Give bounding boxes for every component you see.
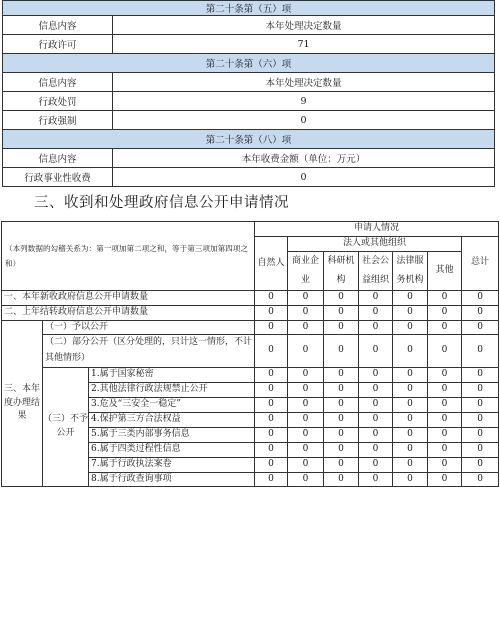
cell-value: 0 (428, 442, 462, 457)
cell-value: 0 (324, 442, 359, 457)
cell-value: 0 (255, 442, 288, 457)
cell-value: 0 (428, 320, 462, 335)
row-label: 8.属于行政查询事项 (89, 472, 255, 487)
column-label: 信息内容 (3, 149, 113, 168)
cell-value: 0 (359, 335, 393, 368)
cell-value: 0 (359, 305, 393, 320)
cell-value: 0 (359, 412, 393, 427)
section-header: 第二十条第（六）项 (3, 54, 495, 73)
col-other: 其他 (428, 251, 462, 290)
cell-value: 0 (393, 290, 428, 305)
cell-value: 0 (288, 472, 324, 487)
cell-value: 0 (462, 335, 499, 368)
section-title: 三、收到和处理政府信息公开申请情况 (34, 195, 289, 211)
cell-value: 0 (462, 290, 499, 305)
table-row (3, 35, 495, 54)
condition-note: （本列数据的勾稽关系为：第一项加第二项之和，等于第三项加第四项之和） (2, 222, 255, 291)
cell-value: 0 (255, 290, 288, 305)
section-header-row (3, 130, 495, 149)
cell-value: 0 (288, 457, 324, 472)
cell-value: 0 (428, 335, 462, 368)
cell-value: 0 (288, 427, 324, 442)
cell-value: 0 (359, 397, 393, 412)
table-row (3, 111, 495, 130)
column-value: 本年收费金额（单位：万元） (113, 149, 495, 168)
cell-value: 0 (359, 382, 393, 397)
cell-value: 0 (255, 382, 288, 397)
cell-value: 0 (428, 367, 462, 382)
col-total: 总计 (462, 236, 499, 290)
cell-value: 0 (288, 382, 324, 397)
cell-value: 0 (288, 442, 324, 457)
cell-value: 0 (462, 442, 499, 457)
cell-value: 0 (255, 412, 288, 427)
section-header-row (3, 54, 495, 73)
cell-value: 0 (393, 367, 428, 382)
cell-value: 0 (393, 457, 428, 472)
cell-value: 0 (255, 305, 288, 320)
cell-value: 0 (393, 442, 428, 457)
cell-value: 0 (255, 397, 288, 412)
row-label: 行政许可 (3, 35, 113, 54)
col-social: 社会公益组织 (359, 251, 393, 290)
row-value: 71 (113, 35, 495, 54)
cell-value: 0 (462, 382, 499, 397)
column-label: 信息内容 (3, 73, 113, 92)
cell-value: 0 (462, 367, 499, 382)
cell-value: 0 (462, 305, 499, 320)
result-group-label: 三、本年度办理结果 (2, 320, 43, 487)
cell-value: 0 (393, 305, 428, 320)
header-row-1 (2, 222, 499, 237)
row-label: 2.其他法律行政法规禁止公开 (89, 382, 255, 397)
cell-value: 0 (255, 367, 288, 382)
cell-value: 0 (462, 412, 499, 427)
col-legal-service: 法律服务机构 (393, 251, 428, 290)
cell-value: 0 (462, 472, 499, 487)
cell-value: 0 (428, 412, 462, 427)
row-label: （一）予以公开 (43, 320, 255, 335)
column-label: 信息内容 (3, 16, 113, 35)
row-label: 一、本年新收政府信息公开申请数量 (2, 290, 255, 305)
cell-value: 0 (359, 472, 393, 487)
cell-value: 0 (288, 412, 324, 427)
row-value: 0 (113, 168, 495, 187)
cell-value: 0 (428, 427, 462, 442)
cell-value: 0 (428, 397, 462, 412)
table-row (3, 168, 495, 187)
row-label: 7.属于行政执法案卷 (89, 457, 255, 472)
cell-value: 0 (288, 397, 324, 412)
row-label: （二）部分公开（区分处理的，只计这一情形，不计其他情形） (43, 335, 255, 368)
cell-value: 0 (359, 427, 393, 442)
section-header: 第二十条第（八）项 (3, 130, 495, 149)
cell-value: 0 (324, 472, 359, 487)
column-header-row (3, 149, 495, 168)
column-header-row (3, 73, 495, 92)
legal-group-header: 法人或其他组织 (288, 236, 462, 251)
row-value: 9 (113, 92, 495, 111)
cell-value: 0 (393, 320, 428, 335)
col-commercial: 商业企业 (288, 251, 324, 290)
row-label: 5.属于三类内部事务信息 (89, 427, 255, 442)
row-label: 1.属于国家秘密 (89, 367, 255, 382)
cell-value: 0 (393, 397, 428, 412)
table-row (2, 335, 499, 368)
cell-value: 0 (288, 305, 324, 320)
cell-value: 0 (255, 320, 288, 335)
cell-value: 0 (324, 382, 359, 397)
cell-value: 0 (324, 412, 359, 427)
row-label: 3.危及“三安全一稳定” (89, 397, 255, 412)
row-label: 4.保护第三方合法权益 (89, 412, 255, 427)
column-value: 本年处理决定数量 (113, 73, 495, 92)
cell-value: 0 (288, 320, 324, 335)
cell-value: 0 (324, 335, 359, 368)
table-row (2, 290, 499, 305)
cell-value: 0 (324, 290, 359, 305)
row-value: 0 (113, 111, 495, 130)
row-label: 6.属于四类过程性信息 (89, 442, 255, 457)
cell-value: 0 (393, 412, 428, 427)
cell-value: 0 (393, 382, 428, 397)
cell-value: 0 (428, 305, 462, 320)
cell-value: 0 (255, 472, 288, 487)
table-row (3, 92, 495, 111)
cell-value: 0 (428, 290, 462, 305)
section-header: 第二十条第（五）项 (3, 1, 495, 16)
applicant-header: 申请人情况 (255, 222, 499, 237)
cell-value: 0 (393, 427, 428, 442)
row-label: 行政强制 (3, 111, 113, 130)
cell-value: 0 (359, 290, 393, 305)
row-label: 行政事业性收费 (3, 168, 113, 187)
cell-value: 0 (324, 457, 359, 472)
col-natural: 自然人 (255, 236, 288, 290)
cell-value: 0 (255, 457, 288, 472)
cell-value: 0 (288, 367, 324, 382)
application-stats-table (1, 221, 499, 487)
cell-value: 0 (359, 442, 393, 457)
cell-value: 0 (324, 367, 359, 382)
cell-value: 0 (255, 427, 288, 442)
cell-value: 0 (324, 305, 359, 320)
cell-value: 0 (288, 290, 324, 305)
cell-value: 0 (359, 320, 393, 335)
cell-value: 0 (462, 427, 499, 442)
section-header-row (3, 1, 495, 16)
table-row (2, 305, 499, 320)
cell-value: 0 (462, 397, 499, 412)
cell-value: 0 (393, 335, 428, 368)
cell-value: 0 (359, 457, 393, 472)
column-value: 本年处理决定数量 (113, 16, 495, 35)
cell-value: 0 (462, 320, 499, 335)
cell-value: 0 (428, 472, 462, 487)
cell-value: 0 (393, 472, 428, 487)
cell-value: 0 (288, 335, 324, 368)
cell-value: 0 (255, 335, 288, 368)
cell-value: 0 (428, 457, 462, 472)
cell-value: 0 (428, 382, 462, 397)
cell-value: 0 (359, 367, 393, 382)
cell-value: 0 (324, 397, 359, 412)
not-public-label: （三）不予公开 (43, 367, 89, 487)
col-research: 科研机构 (324, 251, 359, 290)
cell-value: 0 (462, 457, 499, 472)
cell-value: 0 (324, 427, 359, 442)
row-label: 二、上年结转政府信息公开申请数量 (2, 305, 255, 320)
section-table-5 (2, 0, 495, 187)
table-row (2, 367, 499, 382)
row-label: 行政处罚 (3, 92, 113, 111)
column-header-row (3, 16, 495, 35)
cell-value: 0 (324, 320, 359, 335)
table-row (2, 320, 499, 335)
